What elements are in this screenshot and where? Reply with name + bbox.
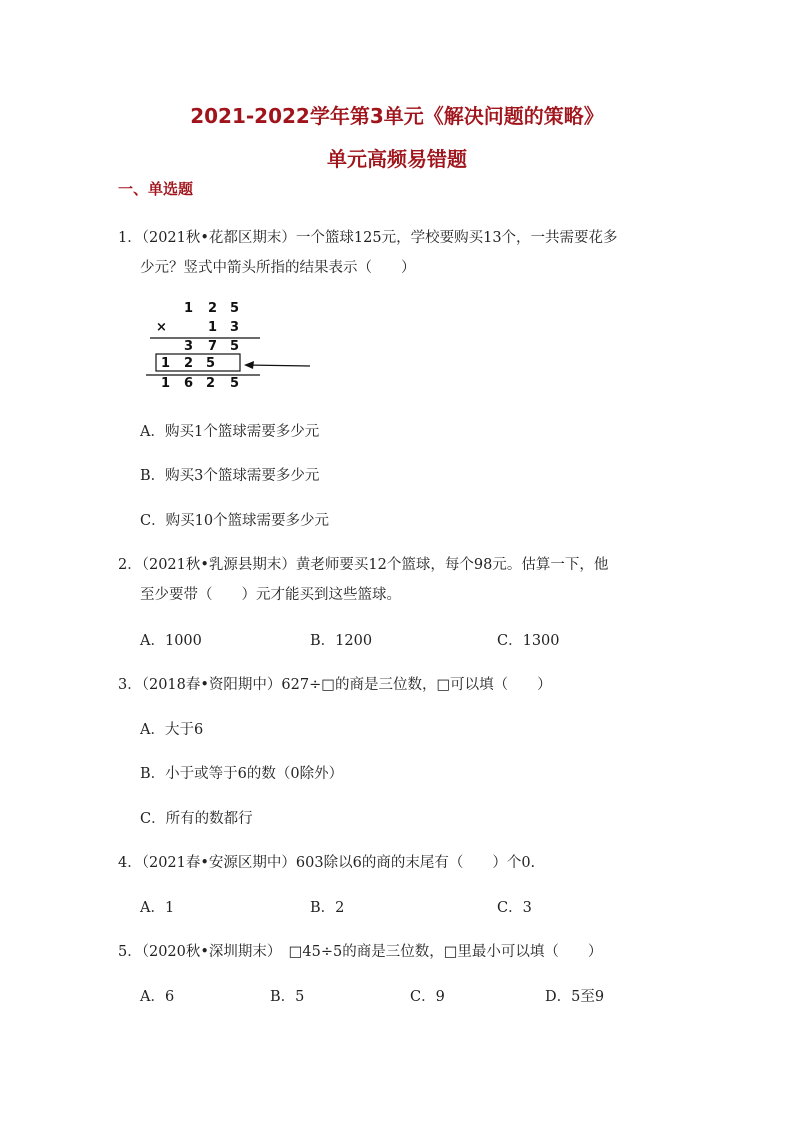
question-2-option-b: B．1200 bbox=[310, 633, 373, 649]
vertical-multiplication-figure bbox=[140, 296, 320, 392]
calc-digit: 1 bbox=[184, 301, 194, 316]
calc-arrow-shaft bbox=[248, 365, 310, 366]
calc-digit: 6 bbox=[184, 376, 194, 391]
question-2-option-a: A．1000 bbox=[140, 633, 202, 649]
section-heading: 一、单选题 bbox=[118, 180, 194, 198]
calc-digit: 1 bbox=[208, 320, 218, 335]
calc-digit: 2 bbox=[208, 301, 218, 316]
question-5-option-b: B．5 bbox=[270, 989, 305, 1005]
question-5-text: 5．（2020秋•深圳期末） □45÷5的商是三位数，□里最小可以填（ ） bbox=[118, 944, 603, 960]
calc-digit: 7 bbox=[208, 339, 218, 354]
question-4-text: 4．（2021春•安源区期中）603除以6的商的末尾有（ ）个0. bbox=[118, 855, 536, 871]
question-5-option-a: A．6 bbox=[140, 989, 175, 1005]
calc-arrowhead-icon bbox=[244, 361, 254, 369]
question-3-option-a: A．大于6 bbox=[140, 722, 204, 738]
question-5-option-d: D．5至9 bbox=[545, 989, 605, 1005]
question-4-option-b: B．2 bbox=[310, 900, 345, 916]
question-5-option-c: C．9 bbox=[410, 989, 445, 1005]
question-3-option-b: B．小于或等于6的数（0除外） bbox=[140, 766, 344, 782]
calc-digit: 2 bbox=[184, 356, 194, 371]
calc-digit: 5 bbox=[206, 356, 216, 371]
question-3-option-c: C．所有的数都行 bbox=[140, 811, 253, 827]
question-4-option-a: A．1 bbox=[140, 900, 175, 916]
question-1-text: 1．（2021秋•花都区期末）一个篮球125元，学校要购买13个，一共需要花多 bbox=[118, 230, 618, 246]
question-2-text-cont: 至少要带（ ）元才能买到这些篮球。 bbox=[140, 587, 401, 603]
calc-digit: 5 bbox=[230, 301, 240, 316]
question-1-option-b: B．购买3个篮球需要多少元 bbox=[140, 468, 320, 484]
document-title: 2021-2022学年第3单元《解决问题的策略》 bbox=[190, 104, 604, 128]
question-4-option-c: C．3 bbox=[497, 900, 532, 916]
document-subtitle: 单元高频易错题 bbox=[327, 147, 467, 171]
question-1-option-a: A．购买1个篮球需要多少元 bbox=[140, 424, 320, 440]
question-2-text: 2．（2021秋•乳源县期末）黄老师要买12个篮球，每个98元。估算一下，他 bbox=[118, 557, 609, 573]
question-2-option-c: C．1300 bbox=[497, 633, 560, 649]
calc-digit: 3 bbox=[184, 339, 194, 354]
calc-times-sign: × bbox=[156, 320, 167, 335]
calc-digit: 2 bbox=[206, 376, 216, 391]
calc-digit: 1 bbox=[161, 376, 171, 391]
question-1-option-c: C．购买10个篮球需要多少元 bbox=[140, 513, 330, 529]
calc-digit: 1 bbox=[161, 356, 171, 371]
calc-digit: 3 bbox=[230, 320, 240, 335]
question-3-text: 3．（2018春•资阳期中）627÷□的商是三位数，□可以填（ ） bbox=[118, 677, 552, 693]
question-1-text-cont: 少元？竖式中箭头所指的结果表示（ ） bbox=[140, 260, 416, 276]
calc-digit: 5 bbox=[230, 376, 240, 391]
calc-digit: 5 bbox=[230, 339, 240, 354]
